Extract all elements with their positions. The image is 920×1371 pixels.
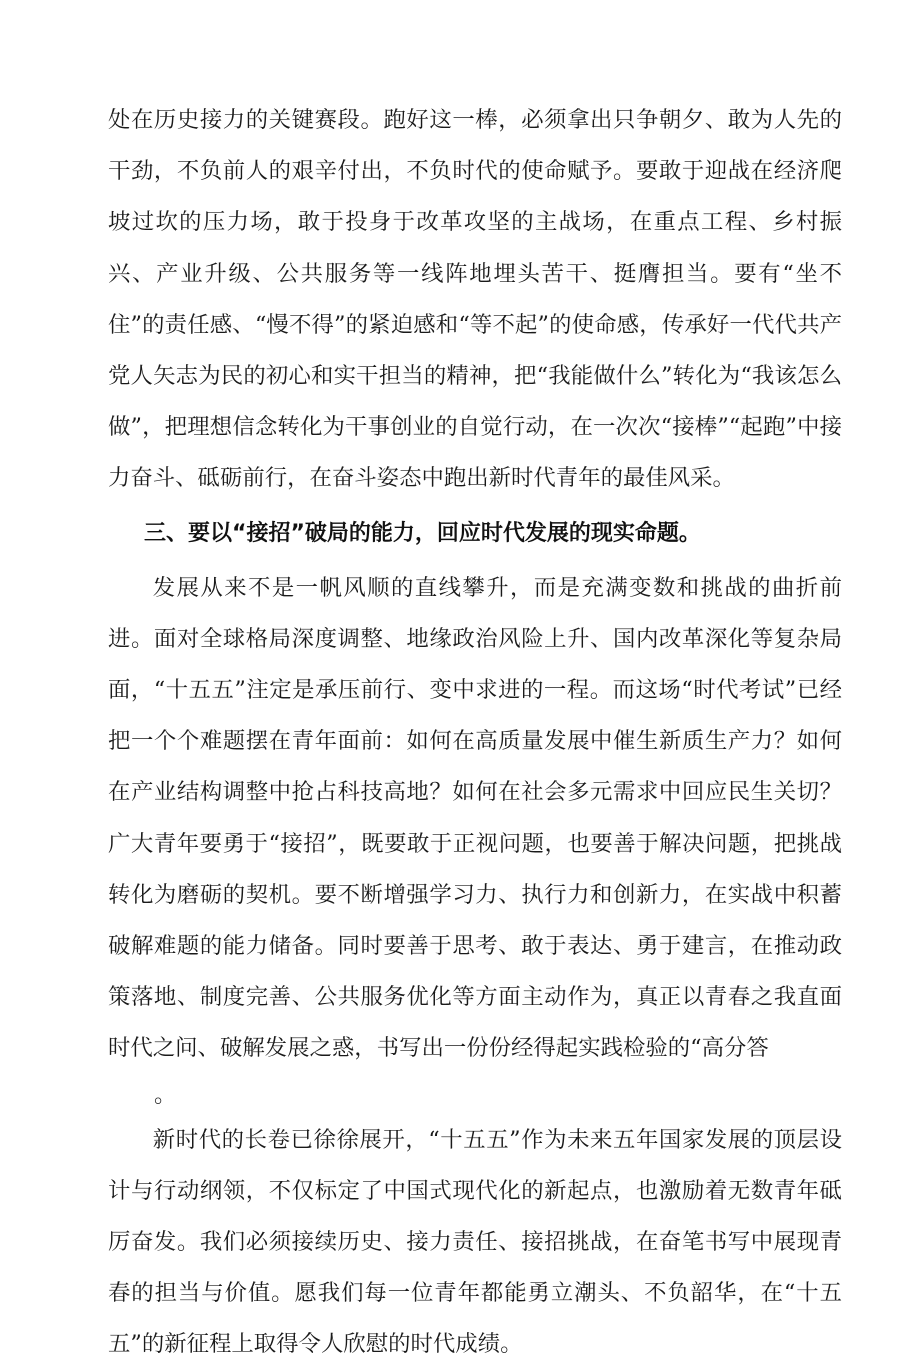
section-heading-three: 三、要以“接招”破局的能力，回应时代发展的现实命题。 [144,520,701,546]
paragraph-continuation: 处在历史接力的关键赛段。跑好这一棒，必须拿出只争朝夕、敢为人先的干劲，不负前人的艰辛付出，不负时代的使命赋予。要敢于迎战在经济爬坡过坎的压力场，敢于投身于改革攻坚的主战场，在重点工程、乡村振兴、产业升级、公共服务等一线阵地埋头苦干、挺膺担当。要有“坐不住”的责任感、“慢不得”的紧迫感和“等不起”的使命感，传承好一代代共产党人矢志为民的初心和实干担当的精神，把“我能做什么”转化为“我该怎么做”，把理想信念转化为干事创业的自觉行动，在一次次“接棒”“起跑”中接力奋斗、砥砺前行，在奋斗姿态中跑出新时代青年的最佳风采。 [108,107,842,492]
stray-punctuation: 。 [154,1081,177,1108]
paragraph-conclusion: 新时代的长卷已徐徐展开，“十五五”作为未来五年国家发展的顶层设计与行动纲领，不仅标定了中国式现代化的新起点，也激励着无数青年砥厉奋发。我们必须接续历史、接力责任、接招挑战，在奋笔书写中展现青春的担当与价值。愿我们每一位青年都能勇立潮头、不负韶华，在“十五五”的新征程上取得令人欣慰的时代成绩。 [108,1126,842,1358]
paragraph-section-three: 发展从来不是一帆风顺的直线攀升，而是充满变数和挑战的曲折前进。面对全球格局深度调整、地缘政治风险上升、国内改革深化等复杂局面，“十五五”注定是承压前行、变中求进的一程。而这场“时代考试”已经把一个个难题摆在青年面前：如何在高质量发展中催生新质生产力？如何在产业结构调整中抢占科技高地？如何在社会多元需求中回应民生关切？广大青年要勇于“接招”，既要敢于正视问题，也要善于解决问题，把挑战转化为磨砺的契机。要不断增强学习力、执行力和创新力，在实战中积蓄破解难题的能力储备。同时要善于思考、敢于表达、勇于建言，在推动政策落地、制度完善、公共服务优化等方面主动作为，真正以青春之我直面时代之问、破解发展之惑，书写出一份份经得起实践检验的“高分答 [108,574,842,1062]
document-body [108,95,842,1371]
